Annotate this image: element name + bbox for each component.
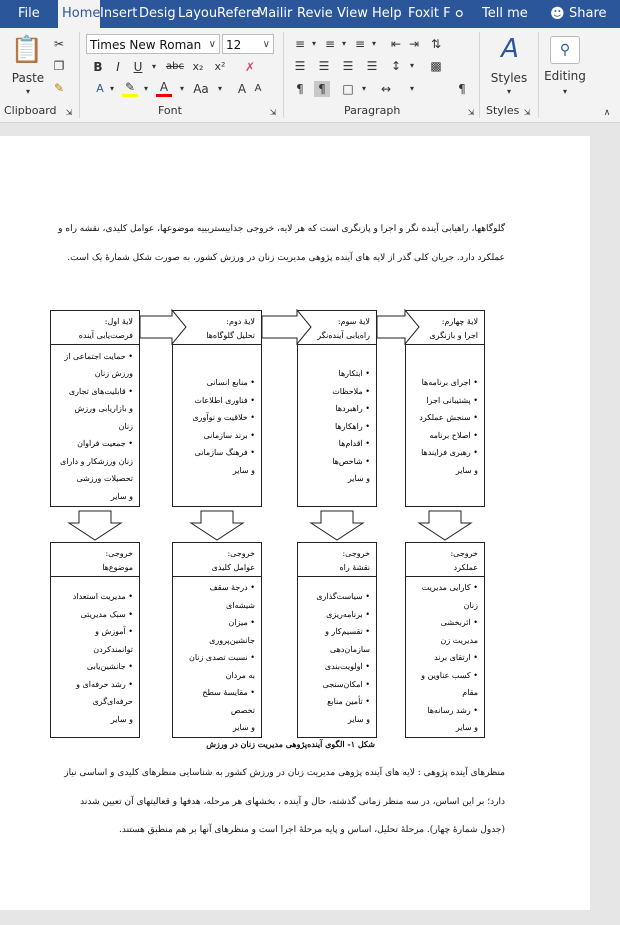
search-icon[interactable]: ⚲ bbox=[550, 36, 580, 64]
show-formatting-icon[interactable]: ¶ bbox=[458, 82, 466, 96]
down-arrow-2 bbox=[191, 511, 243, 540]
tell-me-search[interactable]: Tell me bbox=[482, 6, 528, 21]
list-item: زنان ورزشکار و دارای bbox=[59, 456, 133, 466]
output-box-2-subtitle: عوامل کلیدی bbox=[211, 563, 255, 572]
output-box-2-title: خروجی: bbox=[227, 549, 255, 558]
layer-box-4-header bbox=[406, 311, 484, 345]
line-spacing-icon[interactable]: ↕ bbox=[390, 59, 402, 73]
list-item: مقام bbox=[462, 688, 478, 698]
ribbon-home bbox=[0, 28, 620, 123]
list-item: • اقدام‌ها bbox=[338, 439, 370, 449]
list-item: • مدیریت استعداد bbox=[72, 592, 133, 601]
list-item: • تأمین منابع bbox=[327, 697, 370, 706]
copy-icon[interactable]: ❐ bbox=[53, 59, 65, 73]
output-box-1 bbox=[50, 542, 140, 738]
list-item: و سایر bbox=[110, 491, 133, 501]
list-item: • برند سازمانی bbox=[203, 430, 255, 440]
dialog-launcher-icon[interactable]: ⇲ bbox=[269, 108, 277, 117]
list-item: • مقایسهٔ سطح bbox=[202, 688, 255, 698]
tab-insert[interactable]: Insert bbox=[100, 6, 138, 21]
list-item: • حمایت اجتماعی از bbox=[64, 351, 133, 361]
superscript-icon[interactable]: x² bbox=[214, 60, 226, 73]
list-item: ورزش زنان bbox=[94, 369, 133, 379]
list-item: • شاخص‌ها bbox=[332, 456, 370, 466]
list-item: و سایر bbox=[232, 723, 255, 733]
numbering-icon[interactable]: ≡ bbox=[324, 37, 336, 51]
list-item: • ارتقای برند bbox=[434, 653, 478, 663]
output-box-3 bbox=[297, 542, 377, 738]
tab-mailings[interactable]: Mailir bbox=[257, 6, 293, 21]
shrink-font-icon[interactable]: A bbox=[254, 83, 262, 94]
layer-box-3 bbox=[297, 310, 377, 507]
chevron-down-icon[interactable]: ▾ bbox=[506, 86, 511, 96]
list-item: • امکان‌سنجی bbox=[322, 679, 370, 689]
list-item: • سیاست‌گذاری bbox=[316, 592, 370, 601]
list-item: تخصص bbox=[230, 705, 255, 715]
styles-button[interactable]: Styles bbox=[490, 71, 528, 85]
output-box-1-header bbox=[51, 543, 139, 577]
format-painter-icon[interactable]: ✎ bbox=[53, 81, 65, 95]
layer-box-1-title: لایهٔ اول: bbox=[104, 317, 133, 326]
strikethrough-icon[interactable]: abc bbox=[166, 61, 184, 72]
chevron-down-icon[interactable]: ▾ bbox=[409, 84, 414, 93]
list-item: • رشد حرفه‌ای و bbox=[76, 679, 133, 689]
layer-box-3-title: لایهٔ سوم: bbox=[337, 317, 370, 326]
list-item: • سنجش عملکرد bbox=[419, 413, 478, 422]
tab-foxit[interactable]: Foxit F bbox=[408, 6, 451, 21]
output-box-1-subtitle: موضوع‌ها bbox=[102, 563, 133, 572]
list-item: • درجهٔ سقف bbox=[209, 583, 255, 593]
bold-icon[interactable]: B bbox=[93, 60, 103, 74]
body-line-2: دارد؛ بر این اساس، در سه منظر زمانی گذشته، حال و آینده ، بخشهای هر مرحله، هدفها و قعالیتهای آن تعیین شدند bbox=[80, 797, 505, 807]
group-label-styles: Styles bbox=[486, 104, 520, 117]
layer-box-1-list bbox=[51, 348, 139, 506]
layer-box-2-list bbox=[173, 374, 261, 479]
document-content bbox=[0, 136, 590, 910]
list-item: • کسب عناوین و bbox=[421, 670, 478, 680]
chevron-down-icon[interactable]: ▾ bbox=[25, 86, 30, 96]
layer-box-4 bbox=[405, 310, 485, 507]
list-item: • جمعیت فراوان bbox=[77, 439, 133, 449]
align-right-icon[interactable]: ☰ bbox=[342, 59, 354, 73]
chevron-down-icon[interactable]: ▾ bbox=[341, 39, 346, 48]
chevron-down-icon[interactable]: ▾ bbox=[179, 84, 184, 93]
list-item: • کارایی مدیریت bbox=[421, 583, 478, 593]
layer-box-2-title: لایهٔ دوم: bbox=[226, 317, 255, 326]
dialog-launcher-icon[interactable]: ⇲ bbox=[65, 108, 73, 117]
output-box-2-list bbox=[173, 579, 261, 737]
list-item: و بازاریابی ورزش bbox=[74, 404, 133, 414]
list-item: • اجرای برنامه‌ها bbox=[421, 378, 478, 387]
list-item: • فناوری اطلاعات bbox=[194, 395, 255, 405]
font-color-icon[interactable]: A bbox=[156, 81, 172, 97]
list-item: • نسبت تصدی زنان bbox=[188, 653, 255, 663]
group-label-font: Font bbox=[158, 104, 182, 117]
output-box-4-header bbox=[406, 543, 484, 577]
rtl-direction-icon[interactable]: ¶ bbox=[314, 81, 330, 97]
list-item: و سایر bbox=[347, 474, 370, 484]
output-box-4 bbox=[405, 542, 485, 738]
list-item: و سایر bbox=[110, 714, 133, 724]
list-item: • آموزش و bbox=[95, 627, 133, 636]
chevron-down-icon: ∨ bbox=[208, 39, 216, 50]
tab-file[interactable]: File bbox=[18, 6, 40, 21]
highlight-icon[interactable]: ✎ bbox=[122, 81, 138, 97]
list-item: به مردان bbox=[225, 670, 255, 680]
output-box-4-subtitle: عملکرد bbox=[453, 563, 478, 572]
layer-box-1-subtitle: فرصت‌یابی آینده bbox=[78, 331, 133, 340]
justify-icon[interactable]: ☰ bbox=[366, 59, 378, 73]
clear-formatting-icon[interactable]: ✗ bbox=[244, 60, 256, 74]
list-item: • فرهنگ سازمانی bbox=[194, 448, 255, 457]
tab-home[interactable]: Home bbox=[58, 0, 100, 28]
change-case-icon[interactable]: Aa bbox=[193, 82, 209, 96]
layer-box-3-subtitle: راه‌یابی آینده‌نگر bbox=[317, 331, 370, 340]
list-item: مدیریت زن bbox=[440, 635, 478, 645]
tab-references[interactable]: Refere bbox=[217, 6, 260, 21]
cut-icon[interactable]: ✂ bbox=[53, 37, 65, 51]
output-box-4-list bbox=[406, 579, 484, 737]
layer-box-1 bbox=[50, 310, 140, 507]
list-item: زنان bbox=[118, 421, 133, 431]
paste-icon[interactable]: 📋 bbox=[10, 35, 44, 65]
layer-box-4-subtitle: اجرا و بازنگری bbox=[429, 331, 478, 340]
list-item: • میزان bbox=[228, 618, 255, 628]
subscript-icon[interactable]: x₂ bbox=[192, 60, 204, 73]
share-button[interactable]: Share bbox=[569, 6, 607, 21]
figure-caption: شکل ۱- الگوی آینده‌پژوهی مدیریت زنان در ورزش bbox=[206, 739, 375, 749]
list-item: • پشتیبانی اجرا bbox=[426, 395, 478, 405]
tab-review[interactable]: Revie bbox=[297, 6, 333, 21]
list-item: و سایر bbox=[455, 465, 478, 475]
output-box-3-subtitle: نقشهٔ راه bbox=[339, 563, 370, 572]
sort-icon[interactable]: ⇅ bbox=[430, 37, 442, 51]
list-item: • جانشین‌یابی bbox=[86, 662, 133, 671]
list-item: جانشین‌پروری bbox=[209, 635, 255, 645]
chevron-down-icon[interactable]: ▾ bbox=[143, 84, 148, 93]
list-item: • ملاحظات bbox=[332, 386, 370, 396]
chevron-down-icon: ∨ bbox=[262, 39, 270, 50]
dialog-launcher-icon[interactable]: ⇲ bbox=[523, 108, 531, 117]
output-box-1-title: خروجی: bbox=[105, 549, 133, 558]
tab-design[interactable]: Desig bbox=[139, 6, 176, 21]
layer-box-4-list bbox=[406, 374, 484, 479]
list-item: • راهکارها bbox=[335, 421, 370, 431]
bullets-icon[interactable]: ≡ bbox=[294, 37, 306, 51]
output-box-1-list bbox=[51, 588, 139, 728]
multilevel-list-icon[interactable]: ≡ bbox=[354, 37, 366, 51]
down-arrow-3 bbox=[311, 511, 363, 540]
list-item: و سایر bbox=[347, 714, 370, 724]
intro-line-1: گلوگاهها، راهیابی آینده نگر و اجرا و پازنگری است که هر لایه، خروجی جداییستربییه موضوعها، عوامل کلیدی، نقشه راه و bbox=[58, 224, 505, 234]
layer-box-1-header bbox=[51, 311, 139, 345]
output-box-3-header bbox=[298, 543, 376, 577]
styles-icon[interactable]: A bbox=[501, 34, 519, 64]
list-item: • اصلاح برنامه bbox=[429, 430, 478, 440]
list-item: • منابع انسانی bbox=[206, 378, 255, 387]
list-item: • رهبری فرایندها bbox=[421, 448, 478, 457]
layer-box-2-header bbox=[173, 311, 261, 345]
font-size-dropdown[interactable]: 12 ∨ bbox=[222, 34, 274, 54]
decrease-indent-icon[interactable]: ⇤ bbox=[390, 37, 402, 51]
output-box-2-header bbox=[173, 543, 261, 577]
list-item: توانمندکردن bbox=[93, 644, 133, 654]
intro-line-2: عملکرد دارد. جریان کلی گذر از لایه های آینده پژوهی مدیریت زنان در ورزش کشور، به صورت شکل شمارهٔ یک است. bbox=[67, 253, 505, 263]
list-item: و سایر bbox=[455, 723, 478, 733]
grow-font-icon[interactable]: A bbox=[237, 82, 247, 96]
align-center-icon[interactable]: ☰ bbox=[318, 59, 330, 73]
italic-icon[interactable]: I bbox=[116, 60, 120, 74]
layer-box-3-list bbox=[298, 365, 376, 488]
chevron-down-icon[interactable]: ▾ bbox=[371, 39, 376, 48]
list-item: زنان bbox=[463, 600, 478, 610]
down-arrow-1 bbox=[69, 511, 121, 540]
chevron-down-icon[interactable]: ▾ bbox=[562, 86, 567, 96]
chevron-down-icon[interactable]: ▾ bbox=[361, 84, 366, 93]
list-item: • سبک مدیریتی bbox=[80, 609, 133, 619]
collapse-ribbon-icon[interactable]: ∧ bbox=[603, 108, 611, 118]
align-left-icon[interactable]: ☰ bbox=[294, 59, 306, 73]
output-box-3-list bbox=[298, 588, 376, 728]
shading-icon[interactable]: ▩ bbox=[430, 59, 442, 73]
layer-box-4-title: لایهٔ چهارم: bbox=[441, 317, 478, 326]
chevron-down-icon[interactable]: ▾ bbox=[109, 84, 114, 93]
layer-box-3-header bbox=[298, 311, 376, 345]
output-box-3-title: خروجی: bbox=[342, 549, 370, 558]
list-item: • اثربخشی bbox=[440, 618, 478, 628]
list-item: • خلاقیت و نوآوری bbox=[192, 413, 255, 422]
down-arrow-4 bbox=[419, 511, 471, 540]
list-item: • ابتکارها bbox=[338, 369, 370, 379]
layer-box-2-subtitle: تحلیل گلوگاه‌ها bbox=[206, 331, 255, 340]
editing-button[interactable]: Editing bbox=[544, 69, 586, 83]
borders-icon[interactable]: □ bbox=[342, 82, 354, 96]
list-item: • قابلیت‌های تجاری bbox=[68, 386, 133, 396]
chevron-down-icon[interactable]: ▾ bbox=[151, 62, 156, 71]
increase-indent-icon[interactable]: ⇥ bbox=[408, 37, 420, 51]
list-item: تحصیلات ورزشی bbox=[76, 474, 133, 484]
chevron-down-icon[interactable]: ▾ bbox=[409, 61, 414, 70]
underline-icon[interactable]: U bbox=[133, 60, 143, 74]
tab-help[interactable]: Help bbox=[372, 6, 402, 21]
output-box-2 bbox=[172, 542, 262, 738]
body-line-3: (جدول شمارهٔ چهار). مرحله‌ٔ تحلیل، اساس و پایه مرحله‌ٔ اجرا است و منظرهای آنها بر هم منطبق هستند. bbox=[119, 825, 505, 835]
list-item: • تقسیم‌کار و bbox=[325, 627, 370, 636]
tab-layout[interactable]: Layou bbox=[178, 6, 218, 21]
ltr-direction-icon[interactable]: ¶ bbox=[296, 82, 304, 96]
output-box-4-title: خروجی: bbox=[450, 549, 478, 558]
list-item: سازمان‌دهی bbox=[329, 644, 370, 654]
paste-button[interactable]: Paste bbox=[11, 71, 45, 85]
layer-box-2 bbox=[172, 310, 262, 507]
ribbon-tab-bar bbox=[0, 0, 620, 28]
list-item: • راهبردها bbox=[335, 404, 370, 414]
list-item: • اولویت‌بندی bbox=[324, 662, 370, 671]
font-name-dropdown[interactable]: Times New Roman ∨ bbox=[86, 34, 220, 54]
list-item: • برنامه‌ریزی bbox=[326, 609, 370, 619]
body-line-1: منظرهای آینده پژوهی : لایه های آینده پژوهی مدیریت زنان در ورزش کشور به شناسایی منظرهای کلیدی و اساسی نیاز bbox=[64, 768, 505, 778]
group-label-clipboard: Clipboard bbox=[4, 104, 57, 117]
list-item: حرفه‌ای‌گری bbox=[92, 697, 133, 706]
chevron-down-icon[interactable]: ▾ bbox=[311, 39, 316, 48]
user-icon: ☻ bbox=[550, 6, 565, 22]
list-item: شیشه‌ای bbox=[225, 600, 255, 610]
list-item: • رشد رسانه‌ها bbox=[427, 705, 478, 715]
group-label-paragraph: Paragraph bbox=[344, 104, 401, 117]
list-item: و سایر bbox=[232, 465, 255, 475]
text-effects-icon[interactable]: A bbox=[96, 82, 104, 95]
lightbulb-icon: ⚪ bbox=[453, 5, 466, 23]
tab-view[interactable]: View bbox=[337, 6, 368, 21]
dialog-launcher-icon[interactable]: ⇲ bbox=[467, 108, 475, 117]
text-direction-icon[interactable]: ↔ bbox=[380, 82, 392, 96]
chevron-down-icon[interactable]: ▾ bbox=[217, 84, 222, 93]
